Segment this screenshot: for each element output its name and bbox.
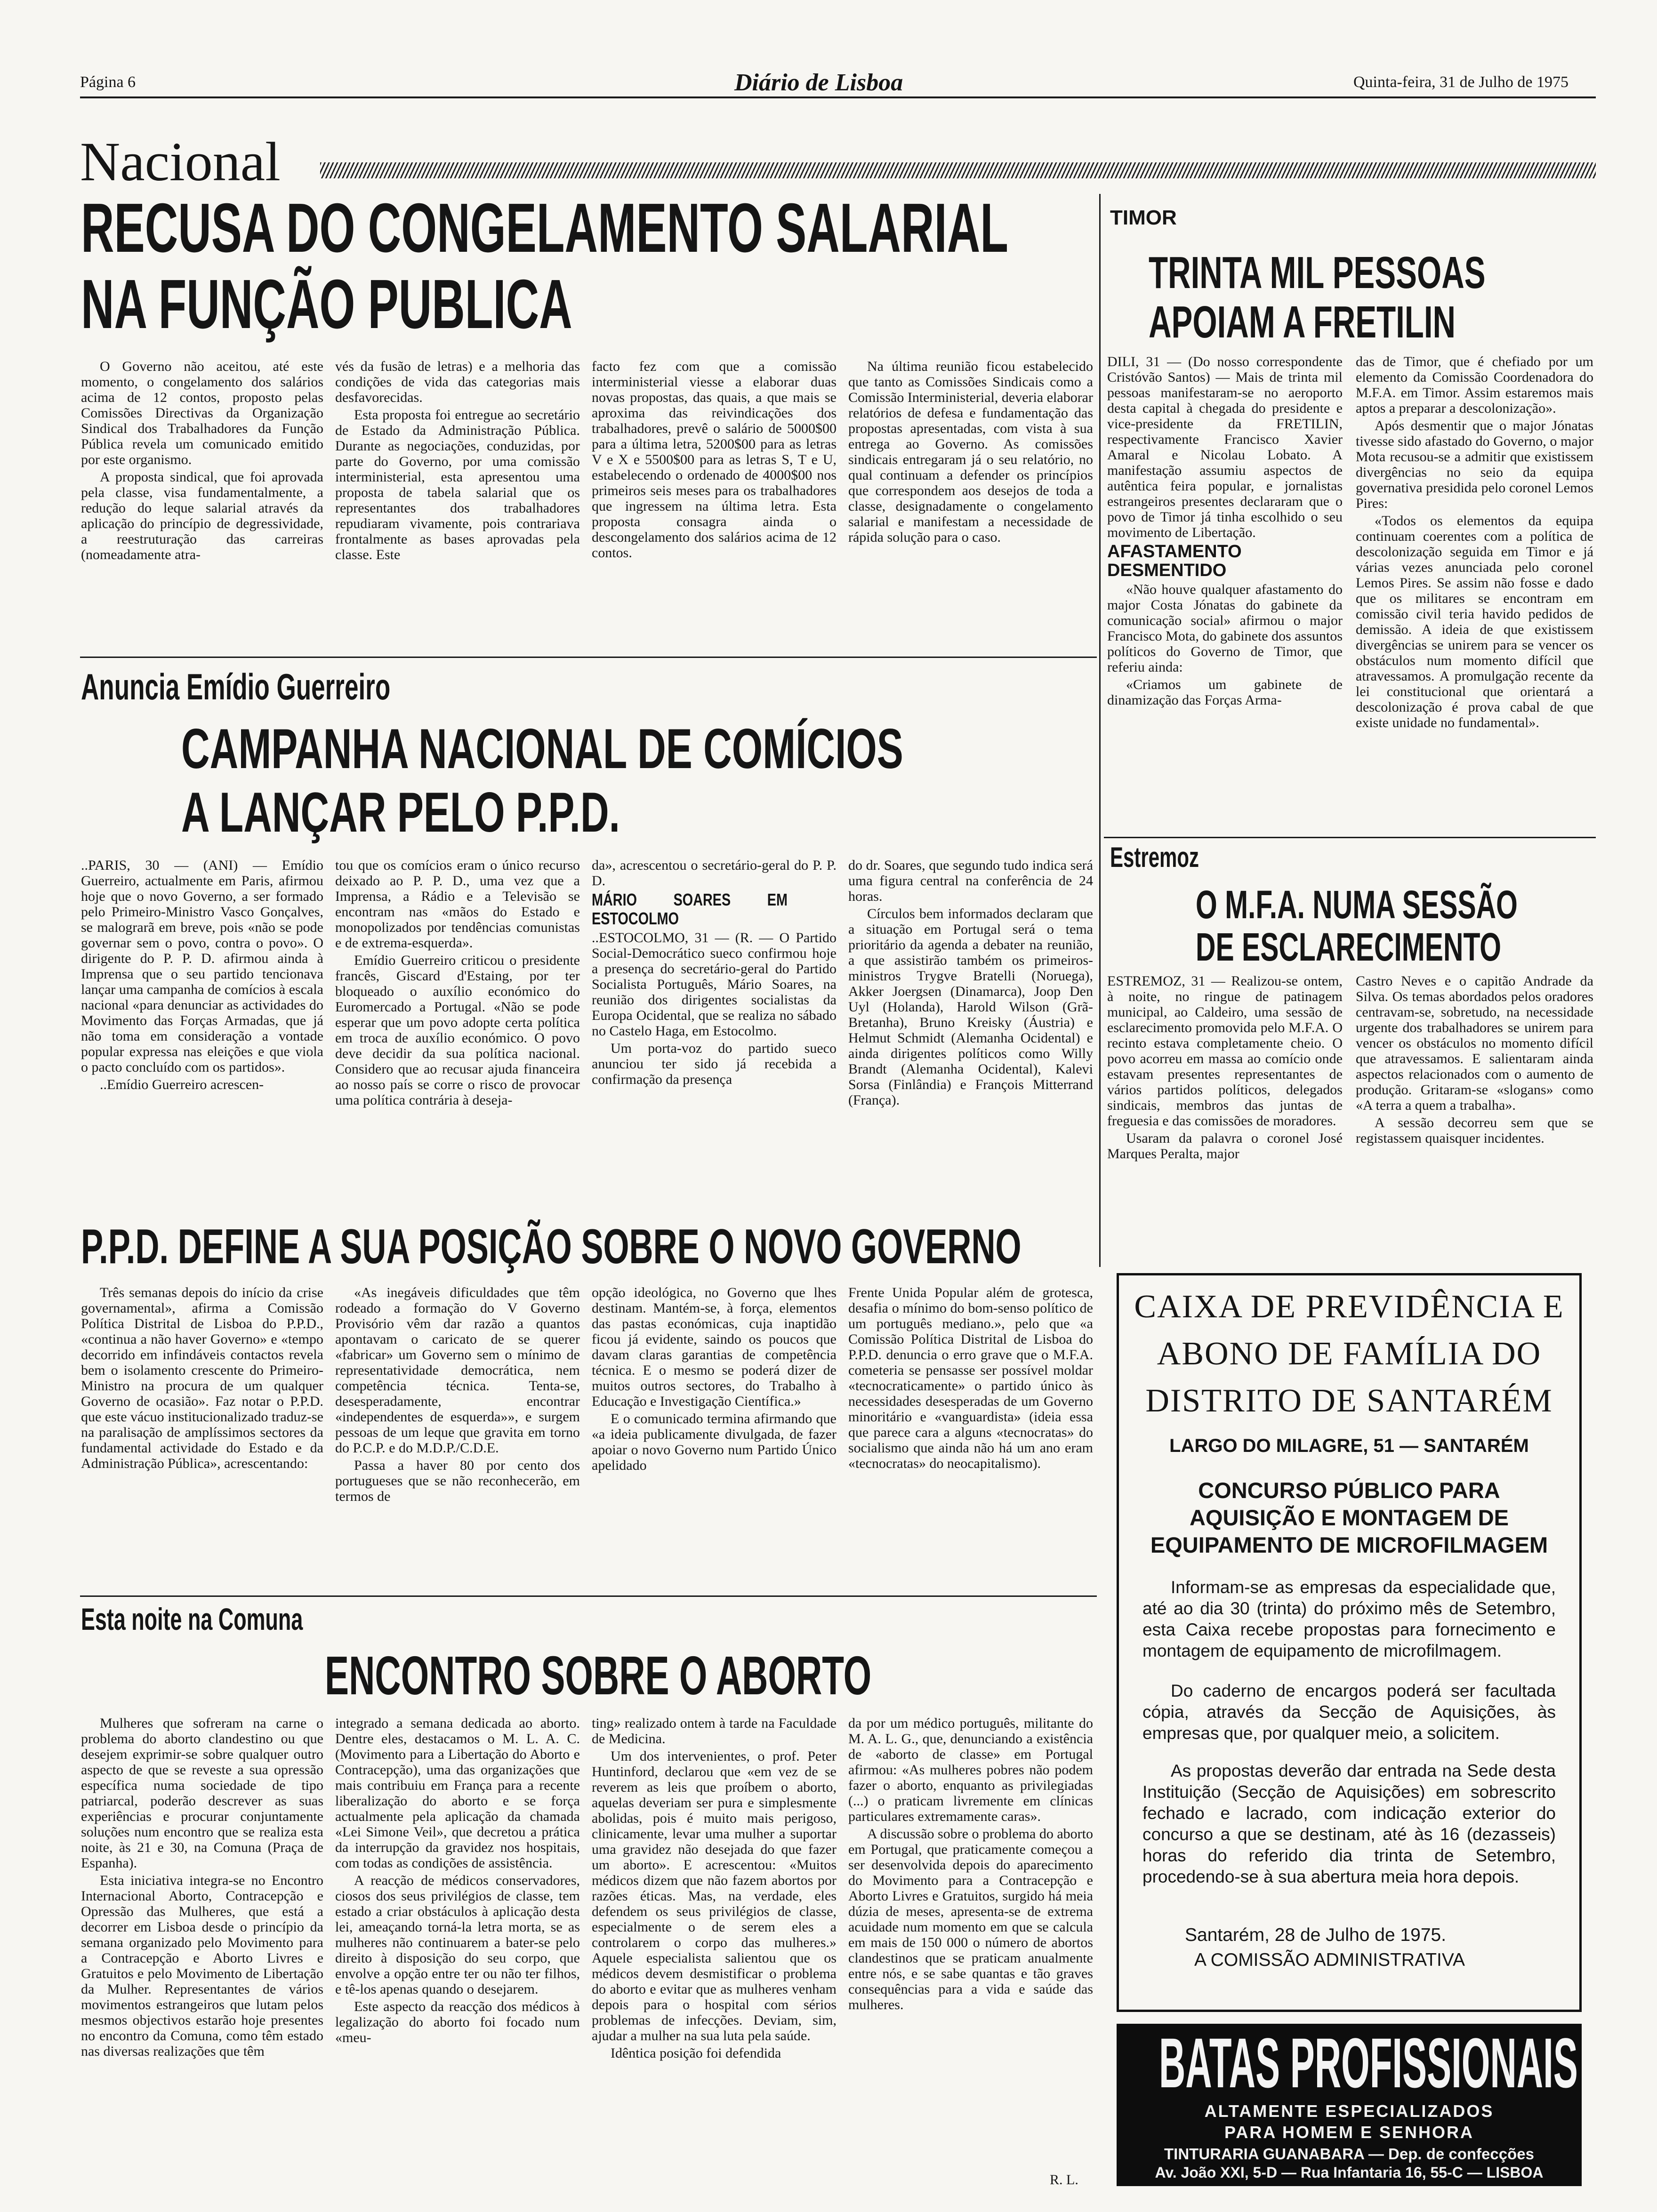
timor-c2-p3: «Todos os elementos da equipa continuam coerentes com a política de descolonização seguida em Timor e já várias vezes anunciada pelo coronel Lemos Pires. Se assim não fosse e dado que os militares se encontram em comissão civil teria havido pedidos de demissão. A ideia de que existissem divergências se unirem para se vencer os obstáculos num momento difícil que atravessamos. A promulgação recente da lei constitucional que orientará a descolonização é prova cabal de que existe unidade no fundamental». bbox=[1356, 513, 1593, 730]
section-title: Nacional bbox=[80, 131, 281, 192]
a1-headline-2: NA FUNÇÃO PUBLICA bbox=[81, 265, 572, 343]
a3-c2-p1: «As inegáveis dificuldades que têm rodeado a formação do V Governo Provisório vêm dar razão a quantos apontavam o caricato de se querer «fabricar» um Governo sem o mínimo de representatividade democrática, nem competência técnica. Tenta-se, desesperadamente, encontrar «independentes de esquerda»», e surgem pessoas de um leque que gravita em torno do P.C.P. e do M.D.P./C.D.E. bbox=[335, 1285, 580, 1456]
a4-c2-p3: Este aspecto da reacção dos médicos à legalização do aborto foi focado num «meu- bbox=[335, 1999, 580, 2045]
a2-c1-p1: ..PARIS, 30 — (ANI) — Emídio Guerreiro, actualmente em Paris, afirmou hoje que o novo Governo, a ser formado pelo Primeiro-Ministro Vasco Gonçalves, se malograrã em breve, pois «não se pode governar sem o povo, contra o povo». O dirigente do P. P. D. afirmou ainda à Imprensa que o seu partido tencionava lançar uma campanha de comícios à escala nacional «para denunciar as actividades do Movimento das Forças Armadas, que já não toma em consideração a vontade popular expressa nas eleições e que viola o pacto concluído com os partidos». bbox=[81, 858, 323, 1075]
a2-column-4 bbox=[848, 858, 1093, 1215]
a1-c1-p1: O Governo não aceitou, até este momento, o congelamento dos salários acima de 12 contos, proposto pelas Comissões Directivas da Organização Sindical dos Trabalhadores da Função Pública revela um comunicado emitido por este organismo. bbox=[81, 359, 323, 467]
timor-column-1 bbox=[1107, 354, 1343, 822]
a4-column-3 bbox=[592, 1715, 837, 2186]
a3-c2-p2: Passa a haver 80 por cento dos portugueses que se não reconhecerão, em termos de bbox=[335, 1458, 580, 1504]
a1-c2-p1: vés da fusão de letras) e a melhoria das condições de vida das categorias mais desfavorecidas. bbox=[335, 359, 580, 405]
a4-c3-p1: ting» realizado ontem à tarde na Faculdade de Medicina. bbox=[592, 1715, 837, 1747]
a4-c3-p3: Idêntica posição foi defendida bbox=[611, 2045, 781, 2061]
section-hatch bbox=[320, 162, 1596, 178]
a4-c2-p2: A reacção de médicos conservadores, ciosos dos seus privilégios de classe, tem estado a criar obstáculos à aplicação desta lei, ameaçando torná-la letra morta, se as mulheres não continuarem a bater-se pelo direito à disposição do seu corpo, que envolve a opção entre ter ou não ter filhos, e tê-los apenas quando o desejarem. bbox=[335, 1873, 580, 1997]
a1-column-1 bbox=[81, 359, 323, 650]
timor-headline-2: APOIAM A FRETILIN bbox=[1149, 297, 1456, 347]
a4-headline: ENCONTRO SOBRE O ABORTO bbox=[325, 1645, 872, 1706]
a3-headline: P.P.D. DEFINE A SUA POSIÇÃO SOBRE O NOVO GOVERNO bbox=[81, 1219, 1022, 1274]
a4-c1-p2: Esta iniciativa integra-se no Encontro Internacional Aborto, Contracepção e Opressão das Mulheres, que está a decorrer em Lisboa desde o princípio da semana organizado pelo Movimento para a Contracepção e Aborto Livres e Gratuitos e pelo Movimento de Libertação da Mulher. Representantes de vários movimentos estrangeiros que lutam pelos mesmos objectivos estarão hoje presentes no encontro da Comuna, como têm estado nas diversas realizações que têm bbox=[81, 1873, 323, 2059]
a2-column-1 bbox=[81, 858, 323, 1215]
ad1-title-1: CAIXA DE PREVIDÊNCIA E bbox=[1134, 1289, 1564, 1325]
estremoz-kicker: Estremoz bbox=[1110, 842, 1199, 873]
a2-column-2 bbox=[335, 858, 580, 1215]
a4-column-2 bbox=[335, 1715, 580, 2186]
timor-subheading: AFASTAMENTO DESMENTIDO bbox=[1107, 542, 1242, 580]
ad1-title-2: ABONO DE FAMÍLIA DO bbox=[1157, 1336, 1542, 1372]
a2-c3-intro: da», acrescentou o secretário-geral do P. P. D. bbox=[592, 858, 837, 889]
a3-column-4 bbox=[848, 1285, 1093, 1581]
a2-c2-p1: tou que os comícios eram o único recurso deixado ao P. P. D., uma vez que a Imprensa, a Rádio e a Televisão se encontram nas «mãos do Estado e monopolizados por tendências comunistas e de extrema-esquerda». bbox=[335, 858, 580, 951]
ad1-body-2: Do caderno de encargos poderá ser facultada cópia, através da Secção de Aquisições, às empresas que, por qualquer meio, a solicitem. bbox=[1142, 1681, 1556, 1743]
ad1-title-3: DISTRITO DE SANTARÉM bbox=[1145, 1383, 1553, 1419]
a1-bottom-rule bbox=[80, 657, 1097, 658]
a3-column-1 bbox=[81, 1285, 323, 1581]
estremoz-c2-p1: Castro Neves e o capitão Andrade da Silva. Os temas abordados pelos oradores centravam-se, sobretudo, na necessidade urgente dos trabalhadores se unirem para vencer os obstáculos no momento difícil que atravessamos. E salientaram ainda aspectos relacionados com o aumento de produção. Gritaram-se «slogans» como «A terra a quem a trabalha». bbox=[1356, 973, 1593, 1113]
ad1-body-1: Informam-se as empresas da especialidade que, até ao dia 30 (trinta) do próximo mês de Setembro, esta Caixa recebe propostas para fornecimento e montagem de equipamento de microfilmagem. bbox=[1142, 1578, 1556, 1660]
estremoz-headline-1: O M.F.A. NUMA SESSÃO bbox=[1196, 882, 1518, 927]
masthead-rule bbox=[80, 96, 1596, 98]
batas-ad bbox=[1117, 2024, 1582, 2186]
timor-c2-p1: das de Timor, que é chefiado por um elemento da Comissão Coordenadora do M.F.A. em Timor. Assim estaremos mais aptos a preparar a descolonização». bbox=[1356, 354, 1593, 416]
a2-c4-p2: Círculos bem informados declaram que a situação em Portugal será o tema prioritário da agenda a debater na reunião, a que assistirão também os primeiros-ministros Trygve Bratelli (Noruega), Akker Joergsen (Dinamarca), Joop Den Uyl (Holanda), Harold Wilson (Grã-Bretanha), Bruno Kreisky (Áustria) e Helmut Schmidt (Alemanha Ocidental) e ainda dirigentes políticos como Willy Brandt (Alemanha Ocidental), Kalevi Sorsa (Finlândia) e François Mitterrand (França). bbox=[848, 906, 1093, 1108]
timor-c1-p2: «Não houve qualquer afastamento do major Costa Jónatas do gabinete da comunicação social» afirmou o major Francisco Mota, do gabinete dos assuntos políticos do Governo de Timor, que referiu ainda: bbox=[1107, 582, 1343, 675]
estremoz-column-1 bbox=[1107, 973, 1343, 1237]
a2-subheading: MÁRIO SOARES EM ESTOCOLMO bbox=[592, 890, 788, 928]
a3-bottom-rule bbox=[80, 1595, 1097, 1597]
a2-column-3 bbox=[592, 858, 837, 1215]
a2-kicker: Anuncia Emídio Guerreiro bbox=[81, 666, 391, 707]
a1-c3-p1: facto fez com que a comissão interministerial viesse a elaborar duas novas propostas, das quais, a que mais se aproxima das reivindicações dos trabalhadores, prevê o salário de 5000$00 para a última letra, 5200$00 para as letras V e X e 5500$00 para as letras S, T e U, estabelecendo o ordenado de 4000$00 nos primeiros seis meses para os trabalhadores que ingressem na última letra. Esta proposta consagra ainda o descongelamento dos salários acima de 12 contos. bbox=[592, 359, 837, 561]
estremoz-headline-2: DE ESCLARECIMENTO bbox=[1196, 925, 1502, 969]
ad2-address: Av. João XXI, 5-D — Rua Infantaria 16, 55-C — LISBOA bbox=[1155, 2164, 1544, 2181]
ad1-address: LARGO DO MILAGRE, 51 — SANTARÉM bbox=[1169, 1435, 1529, 1456]
ad2-company: TINTURARIA GUANABARA — Dep. de confecções bbox=[1164, 2145, 1534, 2163]
issue-date: Quinta-feira, 31 de Julho de 1975 bbox=[1353, 73, 1569, 91]
timor-column-2 bbox=[1356, 354, 1593, 822]
a2-c4-p1: do dr. Soares, que segundo tudo indica será uma figura central na conferência de 24 horas. bbox=[848, 858, 1093, 904]
estremoz-column-2 bbox=[1356, 973, 1593, 1237]
ad1-date: Santarém, 28 de Julho de 1975. bbox=[1185, 1925, 1447, 1945]
newspaper-name: Diário de Lisboa bbox=[734, 69, 903, 96]
timor-c1-p3: «Criamos um gabinete de dinamização das Forças Arma- bbox=[1107, 677, 1343, 708]
a2-c3-p2: Um porta-voz do partido sueco anunciou ter sido já recebida a confirmação da presença bbox=[592, 1041, 837, 1087]
a4-signature: R. L. bbox=[1050, 2172, 1078, 2188]
a1-c2-p2: Esta proposta foi entregue ao secretário de Estado da Administração Pública. Durante as negociações, conduzidas, por parte do Governo, por uma comissão interministerial, esta apresentou uma proposta de tabela salarial que os representantes dos trabalhadores repudiaram vivamente, pois contrariava frontalmente as bases aprovadas pela classe. Este bbox=[335, 407, 580, 562]
timor-bottom-rule bbox=[1104, 837, 1596, 838]
page-number: Página 6 bbox=[80, 73, 136, 91]
a3-column-2 bbox=[335, 1285, 580, 1581]
a3-column-3 bbox=[592, 1285, 837, 1581]
timor-c2-p2: Após desmentir que o major Jónatas tivesse sido afastado do Governo, o major Mota recusou-se a admitir que existissem divergências no seio da equipa governativa presidida pelo coronel Lemos Pires: bbox=[1356, 418, 1593, 511]
a1-column-3 bbox=[592, 359, 837, 650]
a2-headline-1: CAMPANHA NACIONAL DE COMÍCIOS bbox=[181, 717, 903, 780]
a3-c3-p1: opção ideológica, no Governo que lhes destinam. Mantém-se, à força, elementos das pastas económicas, cuja inaptidão ficou já evidente, saindo os poucos que davam claras garantias de competência técnica. E o mesmo se poderá dizer de muitos outros sectores, do Trabalho à Educação e Investigação Científica.» bbox=[592, 1285, 837, 1409]
timor-kicker: TIMOR bbox=[1110, 206, 1177, 229]
a1-column-4 bbox=[848, 359, 1093, 650]
estremoz-c2-p2: A sessão decorreu sem que se registassem quaisquer incidentes. bbox=[1356, 1115, 1593, 1146]
a4-kicker: Esta noite na Comuna bbox=[81, 1602, 303, 1636]
a3-c4-p1: Frente Unida Popular além de grotesca, desafia o mínimo do bom-senso político de um português mediano.», pelo que «a Comissão Política Distrital de Lisboa do P.P.D. denuncia o erro grave que o M.F.A. cometeria se pensasse ser possível moldar «tecnocraticamente» o partido único às necessidades desesperadas de um Governo minoritário e «vanguardista» (ideia essa que parece cara a alguns «tecnocratas» do socialismo que ainda não há um ano eram «tecnocratas» do neocapitalismo). bbox=[848, 1285, 1093, 1471]
santarem-ad bbox=[1117, 1273, 1582, 2012]
a1-headline-1: RECUSA DO CONGELAMENTO SALARIAL bbox=[81, 189, 1008, 267]
estremoz-c1-p1: ESTREMOZ, 31 — Realizou-se ontem, à noite, no ringue de patinagem municipal, ao Caldeiro, uma sessão de esclarecimento promovida pelo M.F.A. O recinto estava completamente cheio. O povo acorreu em massa ao comício onde estavam presentes representantes de vários partidos políticos, delegados sindicais, membros das juntas de freguesia e das comissões de moradores. bbox=[1107, 973, 1343, 1129]
ad1-signature: A COMISSÃO ADMINISTRATIVA bbox=[1194, 1950, 1465, 1970]
a2-c1-p2: ..Emídio Guerreiro acrescen- bbox=[100, 1077, 264, 1092]
a3-c3-p2: E o comunicado termina afirmando que «a ideia publicamente divulgada, de fazer apoiar o novo Governo num Partido Único apelidado bbox=[592, 1411, 837, 1473]
a4-c3-p2: Um dos intervenientes, o prof. Peter Huntinford, declarou que «em vez de se reverem as leis que proíbem o aborto, aquelas deveriam ser pura e simplesmente abolidas, pois é muito mais perigoso, clinicamente, levar uma mulher a suportar uma gravidez não desejada do que fazer um aborto». E acrescentou: «Muitos médicos dizem que não fazem abortos por razões éticas. Mas, na verdade, eles defendem os seus privilégios de classe, especialmente o de serem eles a controlarem o corpo das mulheres.» Aquele especialista salientou que os médicos devem desmistificar o problema do aborto e evitar que as mulheres venham depois para o hospital com sérios problemas de infecções. Deviam, sim, ajudar a mulher na sua luta pela saúde. bbox=[592, 1748, 837, 2044]
a2-c3-p1: ..ESTOCOLMO, 31 — (R. — O Partido Social-Democrático sueco confirmou hoje a presença do secretário-geral do Partido Socialista Português, Mário Soares, na reunião dos dirigentes socialistas da Europa Ocidental, que se realiza no sábado no Castelo Haga, em Estocolmo. bbox=[592, 930, 837, 1039]
a2-c2-p2: Emídio Guerreiro criticou o presidente francês, Giscard d'Estaing, por ter bloqueado o auxílio económico do Euromercado a Portugal. «Não se pode esperar que um povo adopte certa política em troca de auxílio económico. O povo deve decidir da sua política nacional. Considero que ao recusar ajuda financeira ao nosso país se corre o risco de provocar uma política contrária à deseja- bbox=[335, 953, 580, 1108]
a4-column-1 bbox=[81, 1715, 323, 2186]
a3-c1-p1: Três semanas depois do início da crise governamental», afirma a Comissão Política Distrital de Lisboa do P.P.D., «continua a não haver Governo» e «tempo decorrido em infindáveis contactos revela bem o isolamento crescente do Primeiro-Ministro na procura de um qualquer Governo de ocasião». Faz notar o P.P.D. que este vácuo institucionalizado traduz-se na paralisação de amplíssimos sectores da fundamental actividade do Estado e da Administração Pública», acrescentando: bbox=[81, 1285, 323, 1471]
a4-c4-p2: A discussão sobre o problema do aborto em Portugal, que praticamente começou a ser desenvolvida depois do aparecimento do Movimento para a Contracepção e Aborto Livres e Gratuitos, surgido há meia dúzia de meses, apresenta-se de extrema acuidade num momento em que se calcula em mais de 150 000 o número de abortos clandestinos que se praticam anualmente entre nós, e se sabe quantas e tão graves consequências para a vida e saúde das mulheres. bbox=[848, 1826, 1093, 2012]
a4-column-4 bbox=[848, 1715, 1093, 2186]
timor-c1-p1: DILI, 31 — (Do nosso correspondente Cristóvão Santos) — Mais de trinta mil pessoas manifestaram-se no aeroporto desta capital à chegada do presidente e vice-presidente da FRETILIN, respectivamente Francisco Xavier Amaral e Nicolau Lobato. A manifestação assumiu aspectos de autêntica feira popular, e jornalistas estrangeiros presentes declararam que o povo de Timor já tinha escolhido o seu movimento de Libertação. bbox=[1107, 354, 1343, 540]
column-divider bbox=[1099, 194, 1101, 1267]
a1-c1-p2: A proposta sindical, que foi aprovada pela classe, visa fundamentalmente, a redução do leque salarial através da aplicação do princípio de degressividade, a reestruturação das carreiras (nomeadamente atra- bbox=[81, 469, 323, 562]
ad1-headline: CONCURSO PÚBLICO PARA AQUISIÇÃO E MONTAGEM DE EQUIPAMENTO DE MICROFILMAGEM bbox=[1150, 1478, 1548, 1557]
ad2-line-1: ALTAMENTE ESPECIALIZADOS bbox=[1204, 2101, 1494, 2121]
a4-c1-p1: Mulheres que sofreram na carne o problema do aborto clandestino ou que desejem exprimir-se sobre qualquer outro aspecto de que se reveste a sua opressão específica numa sociedade de tipo patriarcal, poderão descrever as suas experiências e procurar conjuntamente soluções num encontro que se realiza esta noite, às 21 e 30, na Comuna (Praça de Espanha). bbox=[81, 1715, 323, 1871]
ad2-title: BATAS PROFISSIONAIS bbox=[1159, 2023, 1578, 2102]
ad2-line-2: PARA HOMEM E SENHORA bbox=[1224, 2123, 1474, 2142]
ad1-body-3: As propostas deverão dar entrada na Sede desta Instituição (Secção de Aquisições) em sobrescrito fechado e lacrado, com indicação exterior do concurso a que se destinam, até às 16 (dezasseis) horas do referido dia trinta de Setembro, procedendo-se à sua abertura meia hora depois. bbox=[1142, 1761, 1556, 1886]
a4-c4-p1: da por um médico português, militante do M. A. L. G., que, denunciando a existência de «aborto de classe» em Portugal afirmou: «As mulheres pobres não podem fazer o aborto, enquanto as privilegiadas (...) o praticam livremente em clínicas particulares extremamente caras». bbox=[848, 1715, 1093, 1824]
a2-headline-2: A LANÇAR PELO P.P.D. bbox=[181, 781, 620, 844]
a4-c2-p1: integrado a semana dedicada ao aborto. Dentre eles, destacamos o M. L. A. C. (Movimento para a Libertação do Aborto e Contracepção), uma das organizações que mais contribuiu em França para a recente liberalização do aborto e se força actualmente pela aplicação da chamada «Lei Simone Veil», que decretou a prática da interrupção da gravidez nos hospitais, com todas as condições de assistência. bbox=[335, 1715, 580, 1871]
a1-c4-p1: Na última reunião ficou estabelecido que tanto as Comissões Sindicais como a Comissão Interministerial, deveria elaborar relatórios de defesa e fundamentação das propostas apresentadas, com vista à sua entrega ao Governo. As comissões sindicais entregaram já o seu relatório, no qual continuam a defender os princípios que correspondem aos desejos de toda a classe, designadamente o congelamento salarial e manifestam a necessidade de rápida solução para o caso. bbox=[848, 359, 1093, 545]
a1-column-2 bbox=[335, 359, 580, 650]
timor-headline-1: TRINTA MIL PESSOAS bbox=[1149, 248, 1486, 298]
estremoz-c1-p2: Usaram da palavra o coronel José Marques Peralta, major bbox=[1107, 1130, 1343, 1162]
